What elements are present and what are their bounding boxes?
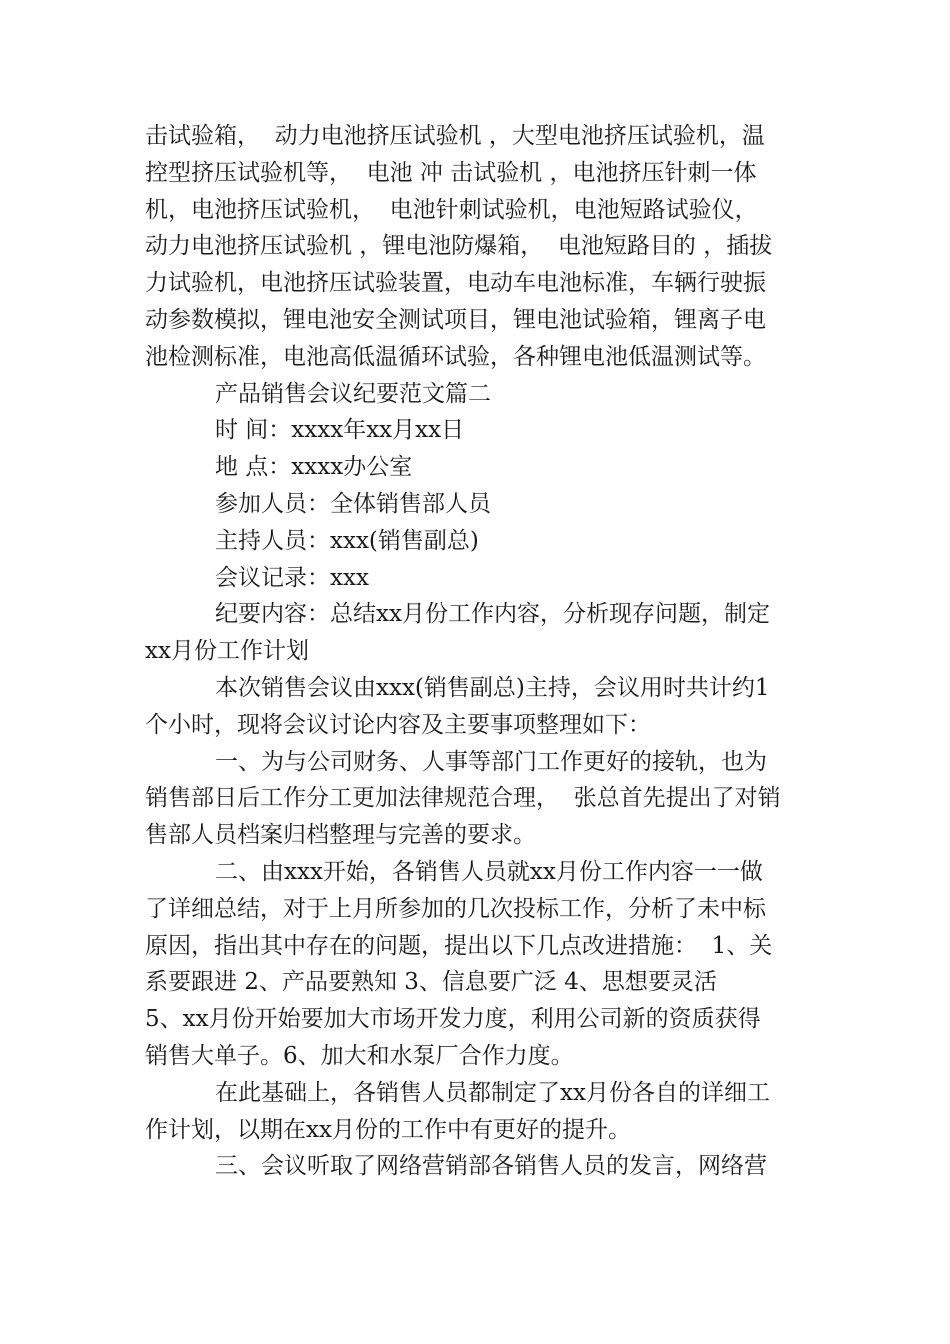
text-line: 原因，指出其中存在的问题，提出以下几点改进措施： 1、关 bbox=[145, 932, 773, 959]
text-line: 击试验箱， 动力电池挤压试验机 ，大型电池挤压试验机，温 bbox=[145, 123, 765, 149]
text-line: 池检测标准，电池高低温循环试验，各种锂电池低温测试等。 bbox=[145, 343, 766, 370]
text-line: 参加人员：全体销售部人员 bbox=[215, 490, 491, 517]
text-line: 作计划，以期在xx月份的工作中有更好的提升。 bbox=[145, 1116, 631, 1143]
text-line: 动力电池挤压试验机 ，锂电池防爆箱， 电池短路目的 ，插拔 bbox=[145, 233, 773, 260]
text-line: 一、为与公司财务、人事等部门工作更好的接轨，也为 bbox=[215, 748, 767, 775]
text-line: 地 点：xxxx办公室 bbox=[215, 454, 413, 481]
text-line: 本次销售会议由xxx(销售副总)主持，会议用时共计约1 bbox=[215, 674, 770, 701]
text-line: xx月份工作计划 bbox=[145, 638, 309, 665]
text-line: 在此基础上，各销售人员都制定了xx月份各自的详细工 bbox=[215, 1079, 770, 1106]
text-line: 个小时，现将会议讨论内容及主要事项整理如下： bbox=[145, 711, 651, 738]
document-body bbox=[145, 118, 810, 1185]
text-line: 动参数模拟，锂电池安全测试项目，锂电池试验箱，锂离子电 bbox=[145, 306, 766, 333]
text-line: 机，电池挤压试验机， 电池针刺试验机，电池短路试验仪， bbox=[145, 196, 758, 223]
text-line: 时 间：xxxx年xx月xx日 bbox=[215, 417, 465, 444]
text-line: 控型挤压试验机等， 电池 冲 击试验机 ，电池挤压针刺一体 bbox=[145, 159, 757, 186]
text-line: 销售大单子。6、加大和水泵厂合作力度。 bbox=[145, 1042, 574, 1069]
text-line: 二、由xxx开始，各销售人员就xx月份工作内容一一做 bbox=[215, 858, 763, 885]
text-line: 系要跟进 2、产品要熟知 3、信息要广泛 4、思想要灵活 bbox=[145, 969, 717, 996]
text-line: 售部人员档案归档整理与完善的要求。 bbox=[145, 822, 536, 849]
text-line: 主持人员：xxx(销售副总) bbox=[215, 527, 479, 554]
text-line: 纪要内容：总结xx月份工作内容，分析现存问题，制定 bbox=[215, 601, 770, 628]
text-line: 三、会议听取了网络营销部各销售人员的发言，网络营 bbox=[215, 1153, 767, 1180]
text-line: 了详细总结，对于上月所参加的几次投标工作，分析了未中标 bbox=[145, 895, 766, 922]
text-line: 力试验机，电池挤压试验装置，电动车电池标准，车辆行驶振 bbox=[145, 270, 766, 297]
text-line: 销售部日后工作分工更加法律规范合理， 张总首先提出了对销 bbox=[145, 785, 781, 812]
text-line: 会议记录：xxx bbox=[215, 564, 369, 591]
text-line: 5、xx月份开始要加大市场开发力度，利用公司新的资质获得 bbox=[145, 1006, 761, 1033]
text-line: 产品销售会议纪要范文篇二 bbox=[215, 380, 491, 407]
